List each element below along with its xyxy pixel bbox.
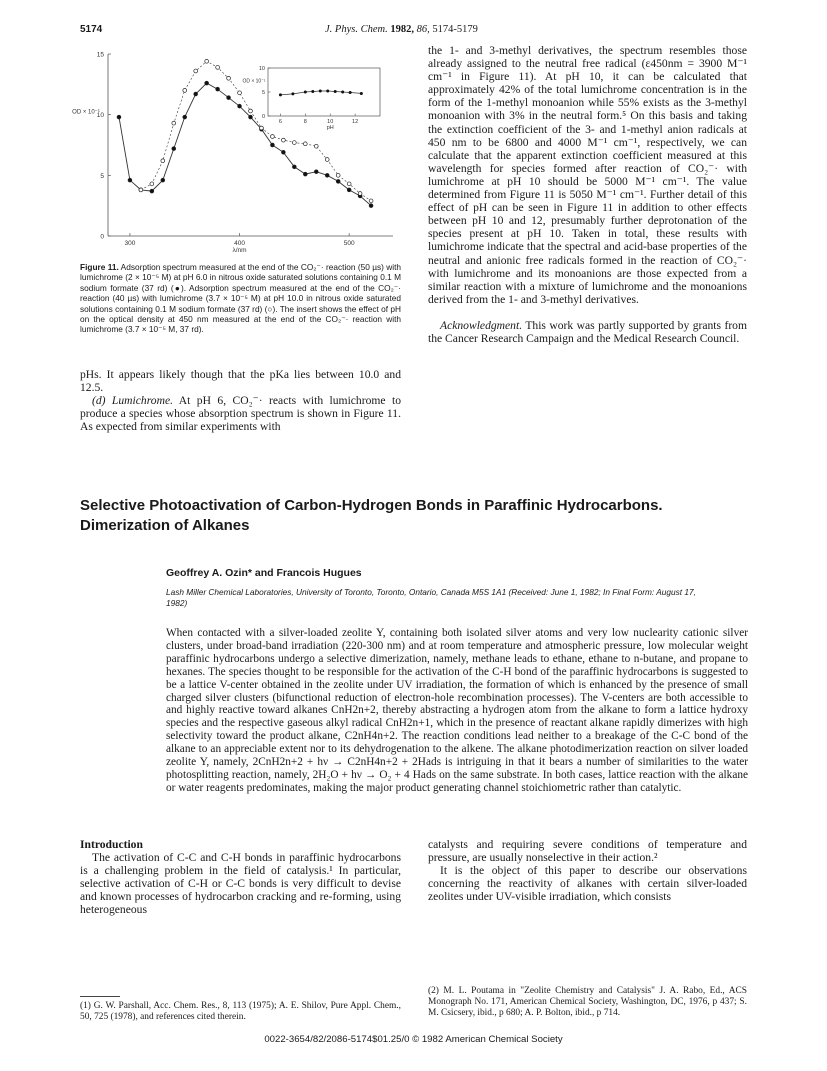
data-point-open — [347, 182, 351, 186]
data-point-open — [281, 138, 285, 142]
data-point-open — [238, 91, 242, 95]
inset-x-tick-label: 8 — [303, 119, 307, 125]
y-tick-label: 5 — [100, 172, 104, 180]
inset-y-tick-label: 0 — [261, 114, 265, 120]
page-number: 5174 — [80, 24, 103, 35]
acknowledgment-label: Acknowledgment. — [440, 318, 523, 332]
inset-x-tick-label: 12 — [352, 119, 359, 125]
inset-y-tick-label: 5 — [261, 90, 265, 96]
introduction-right-paragraph-1: catalysts and requiring severe conditions of temperature and pressure, are usually nonselective in their action.² — [428, 838, 747, 865]
introduction-left-text: The activation of C-C and C-H bonds in paraffinic hydrocarbons is a challenging problem in the field of catalysis.¹ In particular, selective activation of C-H or C-C bonds is very difficult to devise and known processes of hydrocarbon cracking and re-forming, using heterogeneous — [80, 851, 401, 917]
inset-y-axis-label: OD × 10⁻¹ — [242, 78, 266, 85]
inset-data-point — [279, 93, 282, 96]
left-paragraph-2-text: At pH 6, CO₂⁻· reacts with lumichrome to produce a species whose absorption spectrum is shown in Figure 11. As expected from similar experiments with — [80, 394, 401, 434]
data-point-open — [216, 65, 220, 69]
right-column-text — [428, 44, 747, 345]
data-point-filled — [216, 87, 220, 91]
data-point-filled — [347, 188, 351, 192]
figure-caption — [80, 262, 401, 335]
y-axis-label: OD × 10⁻¹ — [72, 109, 100, 116]
data-point-filled — [314, 170, 318, 174]
y-tick-label: 15 — [96, 51, 104, 59]
introduction-right-text — [428, 838, 747, 903]
data-point-filled — [249, 115, 253, 119]
y-tick-label: 0 — [100, 233, 104, 241]
introduction-section — [80, 838, 401, 917]
lumichrome-heading: (d) Lumichrome. — [92, 394, 174, 408]
left-paragraph-1: pHs. It appears likely though that the pKa lies between 10.0 and 12.5. — [80, 368, 401, 395]
acknowledgment — [428, 319, 747, 345]
inset-data-point — [311, 90, 314, 93]
inset-data-point — [291, 92, 294, 95]
data-point-filled — [172, 147, 176, 151]
data-point-open — [227, 76, 231, 80]
data-point-open — [336, 173, 340, 177]
data-point-open — [303, 142, 307, 146]
x-tick-label: 400 — [234, 240, 245, 247]
data-point-filled — [117, 115, 121, 119]
data-point-filled — [271, 143, 275, 147]
data-point-open — [369, 199, 373, 203]
data-point-open — [205, 59, 209, 63]
data-point-open — [172, 121, 176, 125]
left-paragraph-2 — [80, 394, 401, 433]
inset-frame — [268, 68, 380, 116]
x-tick-label: 500 — [343, 240, 355, 247]
data-point-open — [314, 144, 318, 148]
inset-data-point — [326, 90, 329, 93]
footnote-rule-left — [80, 996, 120, 997]
x-tick-label: 300 — [124, 240, 136, 247]
inset-x-tick-label: 10 — [327, 119, 334, 125]
data-point-open — [139, 188, 143, 192]
introduction-heading: Introduction — [80, 838, 143, 851]
data-point-open — [183, 89, 187, 93]
left-column-text — [80, 368, 401, 433]
introduction-right-paragraph-2: It is the object of this paper to describe our observations concerning the reactivity of alkanes with certain silver-loaded zeolites under UV-visible irradiation, which consists — [428, 864, 747, 904]
y-tick-label: 10 — [96, 112, 104, 120]
data-point-open — [249, 109, 253, 113]
inset-data-point — [319, 90, 322, 93]
inset-chart — [242, 66, 380, 131]
data-point-filled — [292, 165, 296, 169]
inset-data-point — [341, 91, 344, 94]
inset-x-axis-label: pH — [326, 125, 334, 131]
running-header — [325, 24, 478, 35]
data-point-filled — [128, 178, 132, 182]
data-point-open — [194, 69, 198, 73]
data-point-open — [260, 126, 264, 130]
article-abstract: When contacted with a silver-loaded zeolite Y, containing both isolated silver atoms and very low nuclearity cationic silver clusters, under broad-band irradiation (220-300 nm) and at room temperature and atmospheric pressure, low molecular weight paraffinic hydrocarbons undergo a selective dimerization, namely, methane leads to ethane, ethane to n-butane, and propane to hexanes. The species thought to be responsible for the activation of the C-H bond of the paraffinic hydrocarbons is suggested to be a lattice V-center obtained in the zeolite under UV irradiation, the formation of which is enhanced by the presence of small charged silver clusters (bifunctional reduction of electron-hole recombination processes). The V-centers are both accessible to and highly reactive toward alkanes CnH2n+2, thereby abstracting a hydrogen atom from the alkane to form a lattice hydroxy species and the respective gaseous alkyl radical CnH2n+1, which in the presence of reactant alkane rapidly dimerizes with high selectivity toward the product alkane, C2nH4n+2. The reaction conditions lead neither to a breakage of the C-C bond of the alkane to an appreciable extent nor to its dehydrogenation to the alkene. The alkane photodimerization reaction on silver loaded zeolite Y, namely, 2CnH2n+2 + hν → C2nH4n+2 + 2Hads is intriguing in that it bears a number of similarities to the water photosplitting reaction, namely, 2H₂O + hν → O₂ + 4 Hads on the same substrate. In both cases, lattice reaction with the alkane or water reagents predominates, making the major product generating channel stoichiometric rather than catalytic. — [166, 627, 748, 794]
inset-data-point — [349, 91, 352, 94]
figure-caption-text: Adsorption spectrum measured at the end of the CO₂⁻· reaction (50 µs) with lumichrome (2 × 10⁻⁵ M) at pH 6.0 in nitrous oxide saturated solutions containing 0.1 M sodium formate (37 rd) (●). Adsorption spectrum measured at the end of the CO₂⁻· reaction (40 µs) with lumichrome (3.7 × 10⁻⁵ M) at pH 10.0 in nitrous oxide saturated solutions containing 0.1 M sodium formate (37 rd) (○). The insert shows the effect of pH on the optical density at 450 nm measured at the end of the CO₂⁻· reaction with lumichrome (3.7 × 10⁻⁵ M, 37 rd). — [80, 262, 401, 335]
figure-caption-label: Figure 11. — [80, 262, 119, 272]
article-affiliation: Lash Miller Chemical Laboratories, University of Toronto, Toronto, Ontario, Canada M5S 1A1 (Received: June 1, 1982; In Final Form: August 17, 1982) — [166, 587, 696, 608]
right-paragraph-1: the 1- and 3-methyl derivatives, the spectrum resembles those already assigned to the neutral free radical (ε450nm = 3900 M⁻¹ cm⁻¹ in Figure 11). At pH 10, it can be calculated that approximately 42% of the total lumichrome concentration is in the form of the 1-methyl monoanion while 55% exists as the 3-methyl monoanion with 3% in the neutral form.⁵ On this basis and taking the extinction coefficient of the 3- and 1-methyl anion radicals at 450 nm to be 6800 and 4000 M⁻¹ cm⁻¹, respectively, we can calculate that the apparent extinction coefficient measured at this wavelength for species formed after reaction of CO₂⁻· with lumichrome at pH 10 should be 5000 M⁻¹ cm⁻¹. The value determined from Figure 11 is 5050 M⁻¹ cm⁻¹. Further detail of this effect of pH can be seen in Figure 11 in addition to other effects between pH 10 and 12, presumably further deprotonation of the species present at pH 10. Taken in total, these results with lumichrome indicate that the spectral and acid-base properties of the neutral and anionic free radicals formed in the reaction of CO₂⁻· with lumichrome and its monoanions are those expected from a similar reaction with a mixture of lumichrome and the monoanions derived from the 1- and 3-methyl derivatives. — [428, 44, 747, 306]
figure-11-plot — [72, 48, 418, 258]
data-point-open — [150, 182, 154, 186]
inset-data-point — [334, 90, 337, 93]
data-point-open — [325, 158, 329, 162]
data-point-open — [358, 192, 362, 196]
data-point-filled — [205, 81, 209, 85]
data-point-filled — [369, 204, 373, 208]
inset-x-tick-label: 6 — [278, 119, 282, 125]
data-point-filled — [183, 115, 187, 119]
data-point-open — [292, 141, 296, 145]
journal-name: J. Phys. Chem. — [325, 24, 388, 35]
data-point-filled — [336, 180, 340, 184]
data-point-open — [161, 159, 165, 163]
data-point-filled — [325, 173, 329, 177]
footnote-left: (1) G. W. Parshall, Acc. Chem. Res., 8, 113 (1975); A. E. Shilov, Pure Appl. Chem., 50, 725 (1978), and references cited therein. — [80, 1001, 401, 1022]
data-point-filled — [303, 172, 307, 176]
x-axis-label: λ/nm — [232, 247, 247, 254]
data-point-filled — [281, 150, 285, 154]
acknowledgment-text: This work was partly supported by grants from the Cancer Research Campaign and the Medical Research Council. — [428, 318, 747, 345]
journal-pages: 5174-5179 — [432, 24, 478, 35]
footnote-right: (2) M. L. Poutama in "Zeolite Chemistry and Catalysis" J. A. Rabo, Ed., ACS Monograph No. 171, American Chemical Society, Washington, DC, 1976, p 437; S. M. Csicsery, ibid., p 680; A. P. Bolton, ibid., p 714. — [428, 986, 747, 1018]
journal-volume: 86, — [416, 24, 430, 35]
data-point-filled — [238, 104, 242, 108]
inset-y-tick-label: 10 — [258, 66, 265, 72]
article-authors: Geoffrey A. Ozin* and Francois Hugues — [166, 567, 362, 579]
inset-data-point — [360, 92, 363, 95]
page-footer: 0022-3654/82/2086-5174$01.25/0 © 1982 American Chemical Society — [264, 1034, 563, 1045]
data-point-filled — [227, 96, 231, 100]
data-point-filled — [194, 92, 198, 96]
data-point-filled — [161, 178, 165, 182]
inset-data-point — [304, 91, 307, 94]
article-title: Selective Photoactivation of Carbon-Hydrogen Bonds in Paraffinic Hydrocarbons. Dimerization of Alkanes — [80, 497, 663, 534]
data-point-filled — [150, 189, 154, 193]
data-point-open — [271, 135, 275, 139]
journal-year: 1982, — [390, 24, 414, 35]
